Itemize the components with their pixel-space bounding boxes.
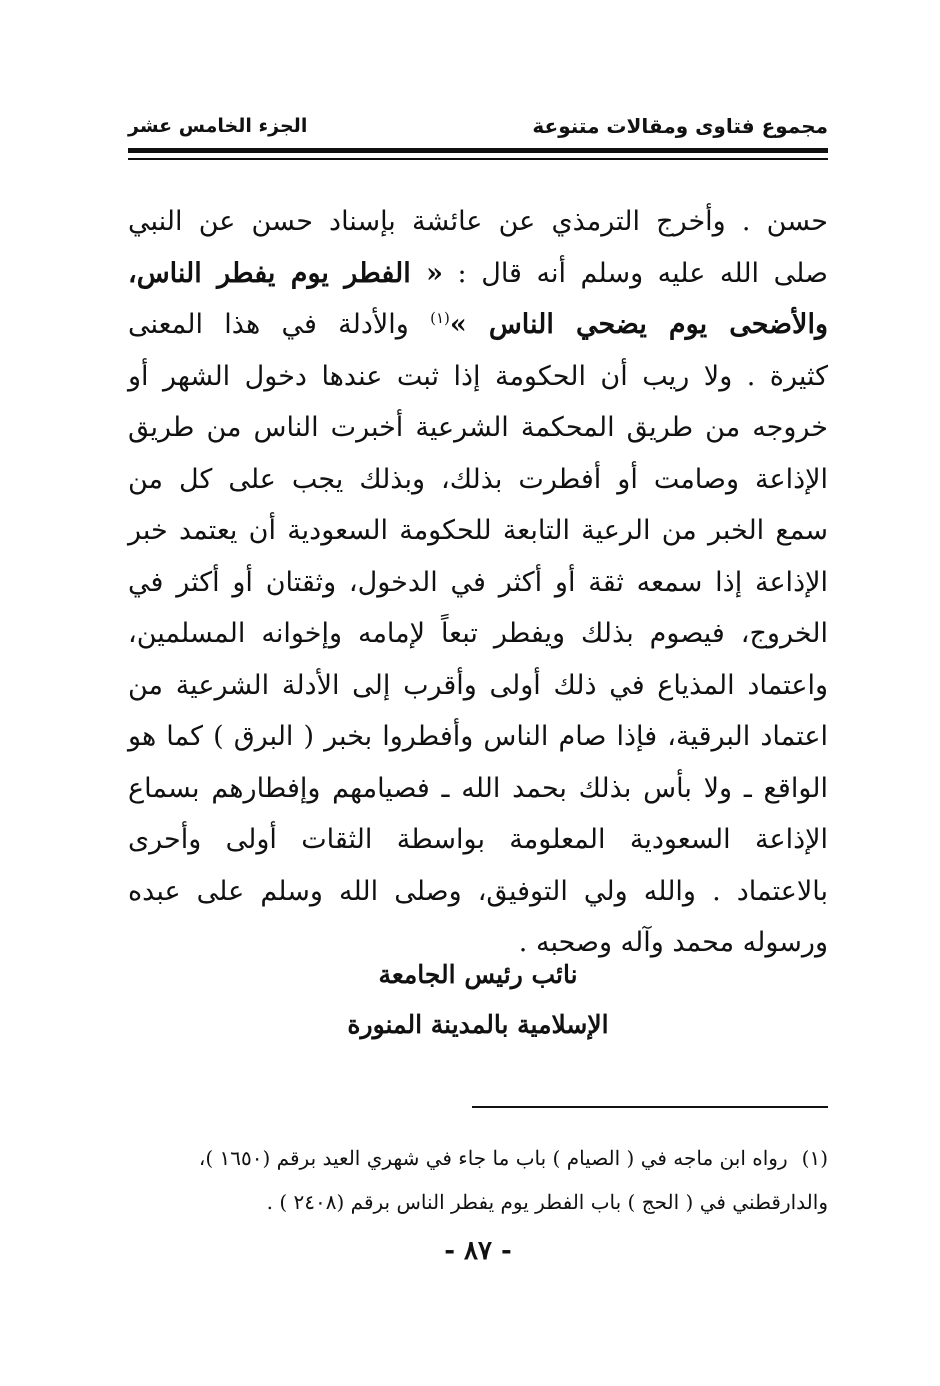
footnote-text: رواه ابن ماجه في ( الصيام ) باب ما جاء في شهري العيد برقم (١٦٥٠ )، [198, 1146, 788, 1170]
header-rule-thin [128, 158, 828, 160]
footnote-ref[interactable]: (١) [430, 309, 450, 327]
book-title: مجموع فتاوى ومقالات متنوعة [532, 114, 828, 138]
text-line: ورسوله محمد وآله وصحبه . [518, 927, 828, 958]
text-run: صلى الله عليه وسلم أنه قال : [442, 257, 828, 289]
footnote-line [128, 1136, 828, 1180]
main-text [128, 196, 828, 969]
footnote [128, 1136, 828, 1224]
footnote-number: (١) [801, 1146, 828, 1170]
footnote-separator [472, 1106, 828, 1108]
signature-title: نائب رئيس الجامعة [378, 960, 578, 989]
text-line: بالاعتماد . والله ولي التوفيق، وصلى الله وسلم على عبده [128, 875, 828, 907]
volume-label: الجزء الخامس عشر [128, 115, 308, 137]
text-run: والأدلة في هذا المعنى [128, 309, 431, 340]
text-line: حسن . وأخرج الترمذي عن عائشة بإسناد حسن عن النبي [128, 206, 828, 237]
text-line: الخروج، فيصوم بذلك ويفطر تبعاً لإمامه وإخوانه المسلمين، [128, 618, 828, 649]
footnote-line: والدارقطني في ( الحج ) باب الفطر يوم يفطر الناس برقم (٢٤٠٨ ) . [266, 1190, 828, 1214]
text-line: الواقع ـ ولا بأس بذلك بحمد الله ـ فصيامهم وإفطارهم بسماع [128, 772, 828, 804]
text-line: خروجه من طريق المحكمة الشرعية أخبرت الناس من طريق [128, 412, 828, 443]
text-line: الإذاعة إذا سمعه ثقة أو أكثر في الدخول، وثقتان أو أكثر في [128, 566, 828, 598]
hadith-quote: والأضحى يوم يضحي الناس » [449, 309, 828, 340]
text-line [128, 248, 828, 300]
page-number: - ٨٧ - [444, 1236, 512, 1266]
text-line: الإذاعة وصامت أو أفطرت بذلك، وبذلك يجب على كل من [128, 463, 828, 495]
text-line: سمع الخبر من الرعية التابعة للحكومة السعودية أن يعتمد خبر [128, 515, 828, 546]
running-header [128, 108, 828, 144]
signature-institution: الإسلامية بالمدينة المنورة [347, 1010, 609, 1039]
text-line: واعتماد المذياع في ذلك أولى وأقرب إلى الأدلة الشرعية من [128, 669, 828, 701]
text-line [128, 299, 828, 351]
text-line: الإذاعة السعودية المعلومة بواسطة الثقات أولى وأحرى [128, 824, 828, 855]
header-rule-thick [128, 148, 828, 153]
text-line: كثيرة . ولا ريب أن الحكومة إذا ثبت عندها دخول الشهر أو [128, 360, 828, 392]
hadith-quote: « الفطر يوم يفطر الناس، [128, 257, 443, 289]
signature-block [128, 950, 828, 1050]
text-line: اعتماد البرقية، فإذا صام الناس وأفطروا بخبر ( البرق ) كما هو [128, 721, 828, 752]
